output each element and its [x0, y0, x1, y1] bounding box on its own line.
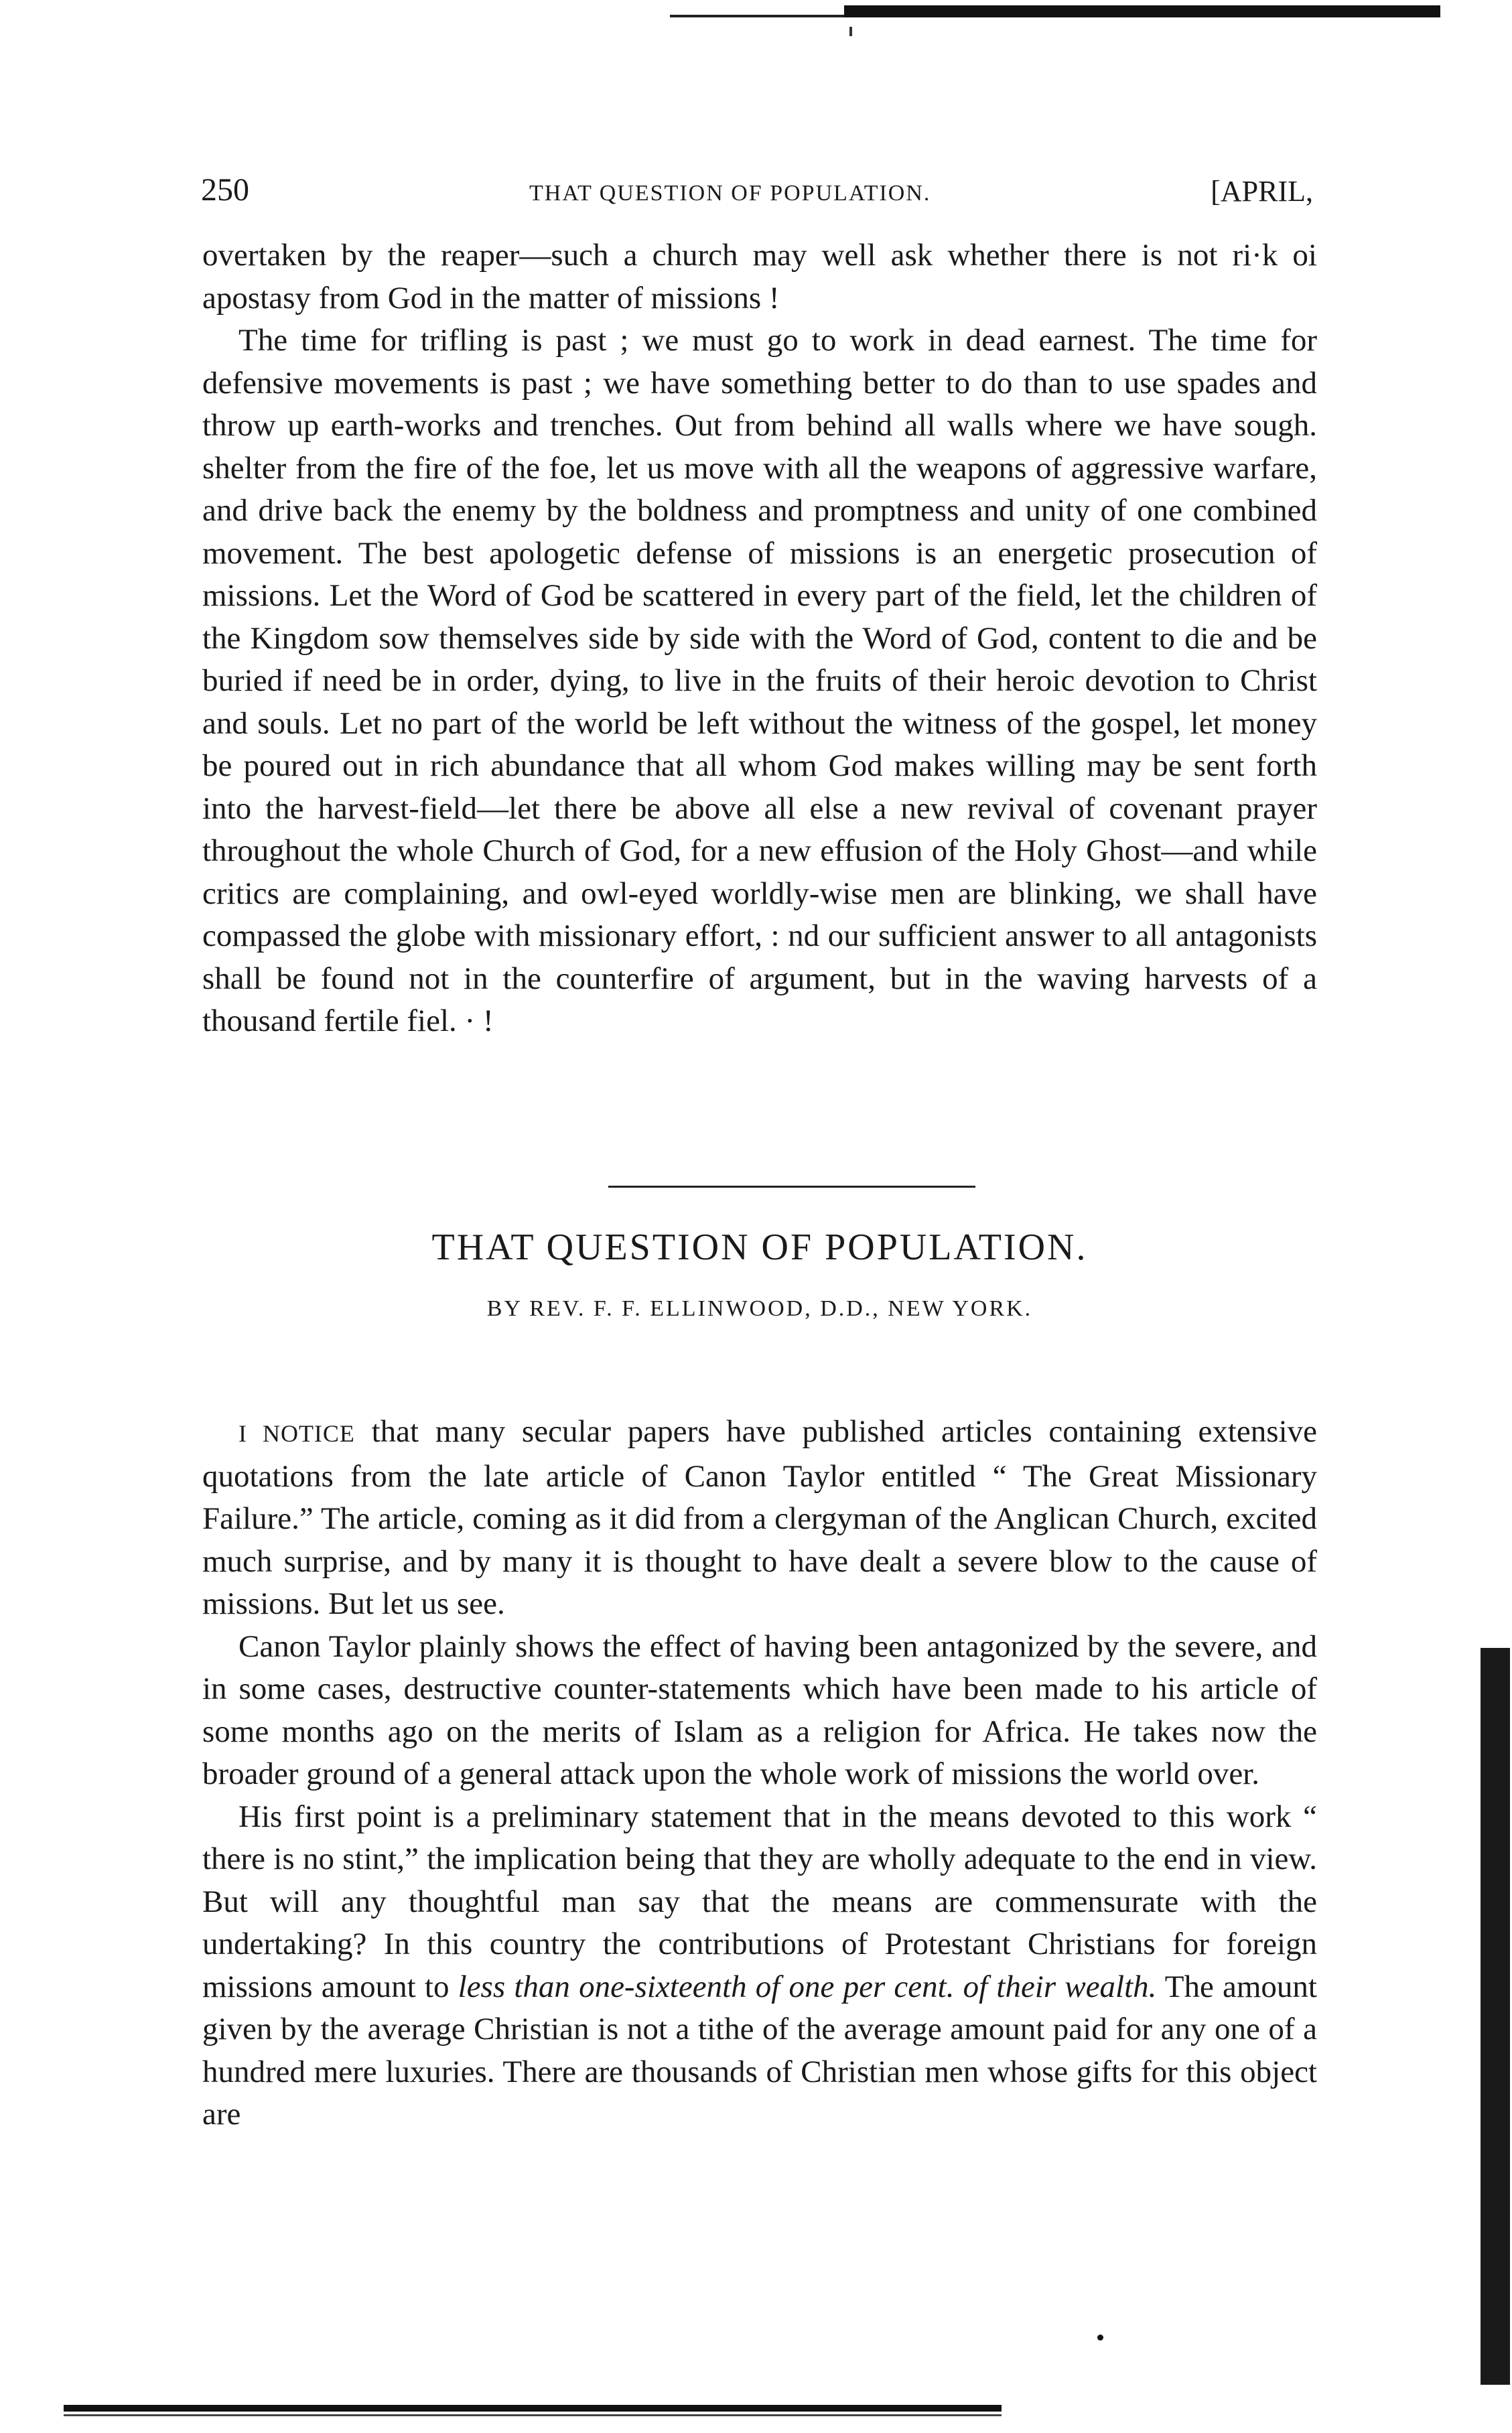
top-rule-thick: [844, 5, 1440, 17]
lead-word: I NOTICE: [238, 1420, 355, 1447]
article-body: [202, 1411, 1317, 2136]
bottom-rule-thick: [64, 2405, 1002, 2412]
article-paragraph-1: [202, 1411, 1317, 1626]
article-paragraph-2: Canon Taylor plainly shows the effect of having been antagonized by the severe, and in some cases, destructive counter-statements which have been made to his article of some months ago on the merits of Islam as a religion for Africa. He takes now the broader ground of a general attack upon the whole work of missions the world over.: [202, 1628, 1317, 1791]
section-separator: [608, 1186, 975, 1188]
continued-paragraph-1: overtaken by the reaper—such a church may well ask whether there is not ri·k oi apostasy from God in the matter of missions !: [202, 238, 1317, 316]
article-paragraph-1-text: that many secular papers have published articles containing extensive quotations from the late article of Canon Taylor entitled “ The Great Missionary Failure.” The article, coming as it did from a clergyman of the Anglican Church, excited much surprise, and by many it is thought to have dealt a severe blow to the cause of missions. But let us see.: [202, 1414, 1317, 1621]
page-number: 250: [201, 172, 249, 208]
continued-paragraph-2: The time for trifling is past ; we must go to work in dead earnest. The time for defensive movements is past ; we have something better to do than to use spades and throw up earth-works and trenches. Out from behind all walls where we have sough. shelter from the fire of the foe, let us move with all the weapons of aggressive warfare, and drive back the enemy by the boldness and promptness and unity of one combined movement. The best apologetic defense of missions is an energetic prosecution of missions. Let the Word of God be scattered in every part of the field, let the children of the Kingdom sow themselves side by side with the Word of God, content to die and be buried if need be in order, dying, to live in the fruits of their heroic devotion to Christ and souls. Let no part of the world be left without the witness of the gospel, let money be poured out in rich abundance that all whom God makes willing may be sent forth into the harvest-field—let there be above all else a new revival of covenant prayer throughout the whole Church of God, for a new effusion of the Holy Ghost—and while critics are complaining, and owl-eyed worldly-wise men are blinking, we shall have compassed the globe with missionary effort, : nd our sufficient answer to all antagonists shall be found not in the counterfire of argument, but in the waving harvests of a thousand fertile fiel. · !: [202, 323, 1317, 1038]
running-title: THAT QUESTION OF POPULATION.: [529, 181, 931, 206]
article-paragraph-3: [202, 1796, 1317, 2136]
continued-text: [202, 234, 1317, 1043]
top-rule: [670, 0, 1440, 17]
article-title: THAT QUESTION OF POPULATION.: [431, 1227, 1088, 1268]
ink-speck: [1097, 2335, 1103, 2341]
ink-mark: [849, 27, 852, 36]
article-paragraph-3-italic: less than one-sixteenth of one per cent. of their wealth.: [458, 1969, 1157, 2004]
scan-margin-bar: [1481, 1648, 1510, 2385]
article-byline: BY REV. F. F. ELLINWOOD, D.D., NEW YORK.: [486, 1296, 1033, 1321]
page-header: [201, 171, 1313, 225]
article-paragraph-3-text-a: His first point is a preliminary statement that in the means devoted to this work “ there is no stint,” the implication being that they are wholly adequate to the end in view. But will any thoughtful man say that the means are commensurate with the undertaking? In this country the contributions of Protestant Christians for foreign missions amount to: [202, 1799, 1317, 2004]
bottom-rule: [64, 2405, 1002, 2420]
bottom-rule-thin: [64, 2414, 1002, 2416]
running-month: [APRIL,: [1211, 175, 1313, 208]
article-paragraph-3-text-b: The amount given by the average Christian is not a tithe of the average amount paid for any one of a hundred mere luxuries. There are thousands of Christian men whose gifts for this object are: [202, 1969, 1317, 2132]
